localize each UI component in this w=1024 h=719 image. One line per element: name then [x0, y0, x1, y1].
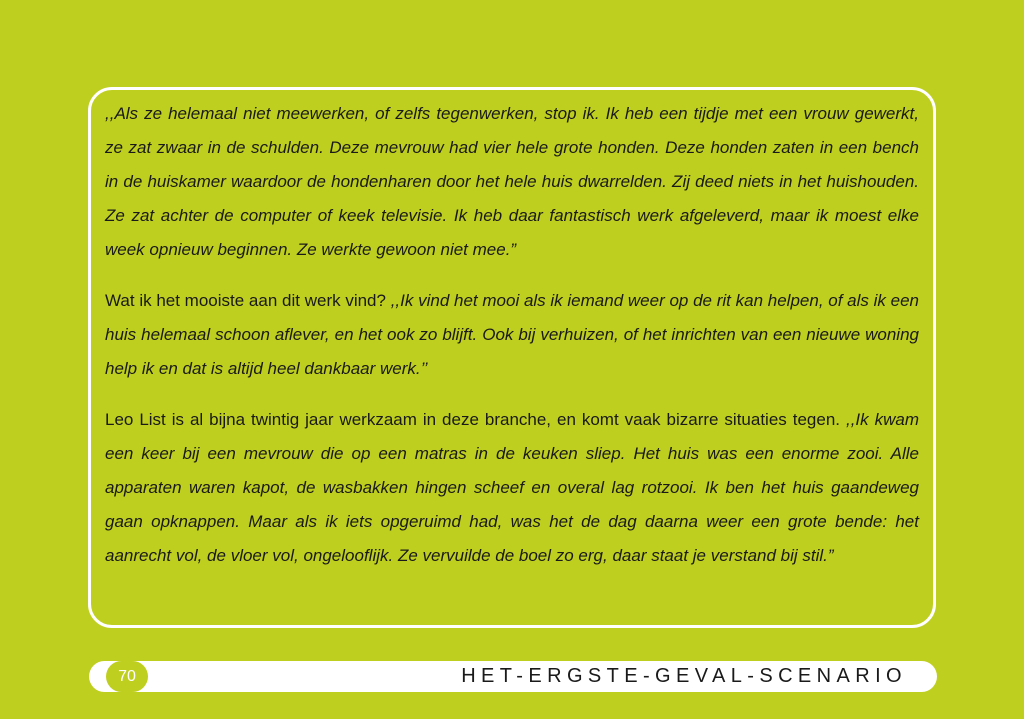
quote-text: ,,Als ze helemaal niet meewerken, of zelfs tegenwerken, stop ik. Ik heb een tijdje met een vrouw gewerkt, ze zat zwaar in de schulden. Deze mevrouw had vier hele grote honden. Deze honden zaten in een bench in de huiskamer waardoor de hondenharen door het hele huis dwarrelden. Zij deed niets in het huishouden. Ze zat achter de computer of keek televisie. Ik heb daar fantastisch werk afgeleverd, maar ik moest elke week opnieuw beginnen. Ze werkte gewoon niet mee.”: [105, 104, 919, 259]
quote-text: ,,Ik kwam een keer bij een mevrouw die op een matras in de keuken sliep. Het huis was een enorme zooi. Alle apparaten waren kapot, de wasbakken hingen scheef en overal lag rotzooi. Ik ben het huis gaandeweg gaan opknappen. Maar als ik iets opgeruimd had, was het de dag daarna weer een grote bende: het aanrecht vol, de vloer vol, ongelooflijk. Ze vervuilde de boel zo erg, daar staat je verstand bij stil.”: [105, 410, 919, 565]
quote-text: ,,Ik vind het mooi als ik iemand weer op de rit kan helpen, of als ik een huis helemaal schoon aflever, en het ook zo blijft. Ook bij verhuizen, of het inrichten van een nieuwe woning help ik en dat is altijd heel dankbaar werk.’’: [105, 291, 919, 378]
intro-text: Leo List is al bijna twintig jaar werkzaam in deze branche, en komt vaak bizarre situaties tegen.: [105, 410, 846, 429]
paragraph-2: [105, 284, 919, 386]
text-frame: [88, 87, 936, 628]
page-number: 70: [106, 661, 148, 692]
paragraph-3: [105, 403, 919, 573]
intro-text: Wat ik het mooiste aan dit werk vind?: [105, 291, 391, 310]
paragraph-1: [105, 97, 919, 267]
chapter-title: HET-ERGSTE-GEVAL-SCENARIO: [461, 665, 907, 687]
